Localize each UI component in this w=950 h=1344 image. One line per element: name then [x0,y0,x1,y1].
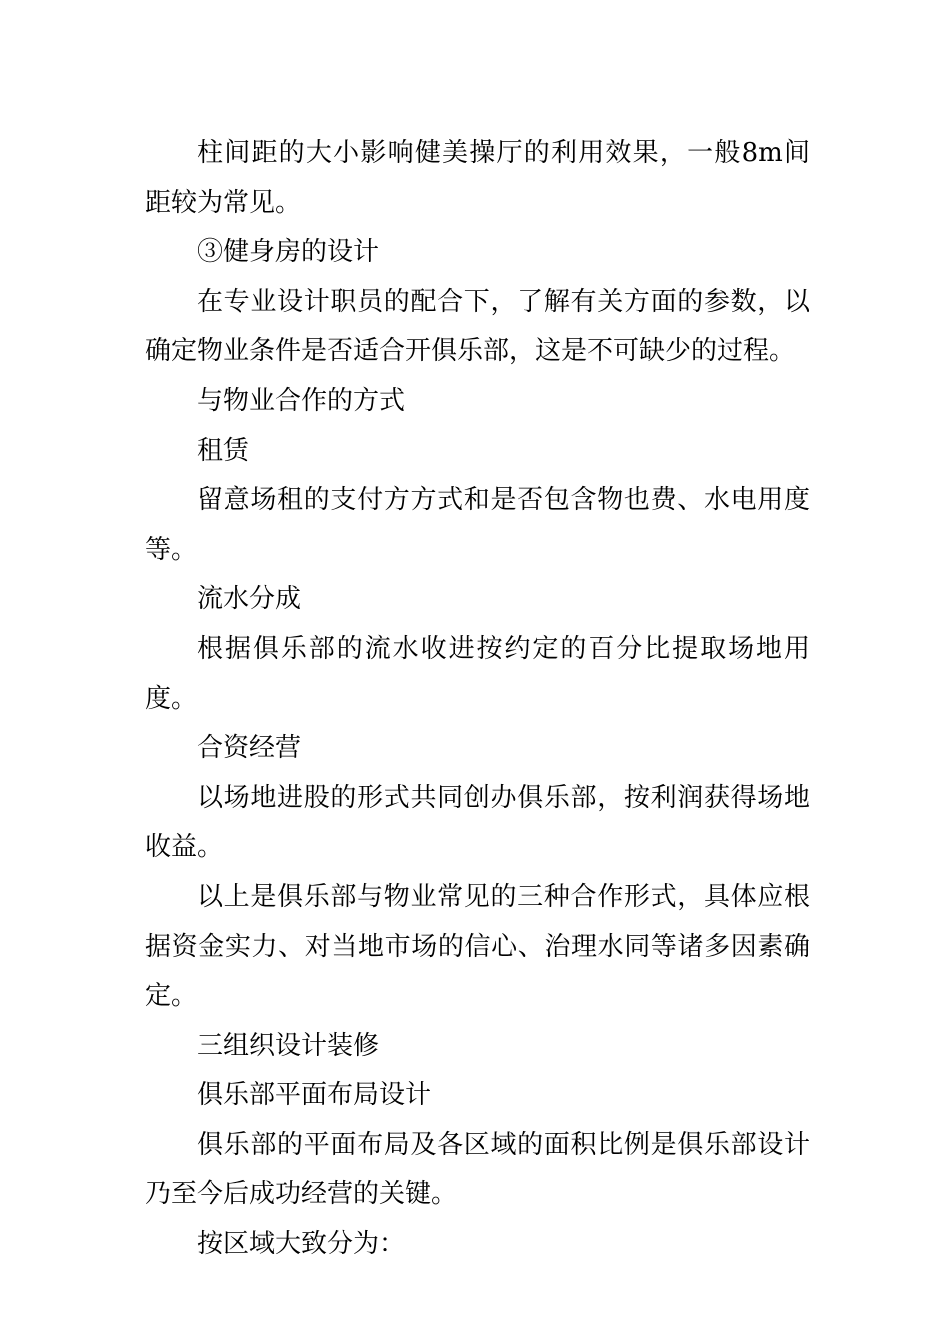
heading-floor-plan: 俱乐部平面布局设计 [197,1080,432,1111]
paragraph-lease-notes: 留意场租的支付方方式和是否包含物也费、水电用度等。 [145,485,810,565]
heading-revenue-share: 流水分成 [197,584,302,615]
heading-joint-venture: 合资经营 [197,733,302,764]
paragraph-joint-venture: 以场地进股的形式共同创办俱乐部，按利润获得场地收益。 [145,782,810,863]
paragraph-property-parameters: 在专业设计职员的配合下，了解有关方面的参数，以确定物业条件是否适合开俱乐部，这是不可缺少的过程。 [145,286,810,367]
paragraph-column-spacing: 柱间距的大小影响健美操厅的利用效果，一般8m间距较为常见。 [145,138,810,218]
paragraph-cooperation-summary: 以上是俱乐部与物业常见的三种合作形式，具体应根据资金实力、对当地市场的信心、治理水同等诸多因素确定。 [145,881,810,1012]
heading-gym-design: ③健身房的设计 [197,237,380,268]
heading-lease: 租赁 [197,435,250,466]
heading-cooperation-methods: 与物业合作的方式 [197,385,406,416]
heading-design-decoration: 三组织设计装修 [197,1030,380,1061]
paragraph-floor-plan: 俱乐部的平面布局及各区域的面积比例是俱乐部设计乃至今后成功经营的关键。 [145,1129,810,1210]
paragraph-revenue-share: 根据俱乐部的流水收进按约定的百分比提取场地用度。 [145,633,810,714]
document-body [145,129,810,1270]
paragraph-area-division: 按区域大致分为： [197,1229,406,1260]
